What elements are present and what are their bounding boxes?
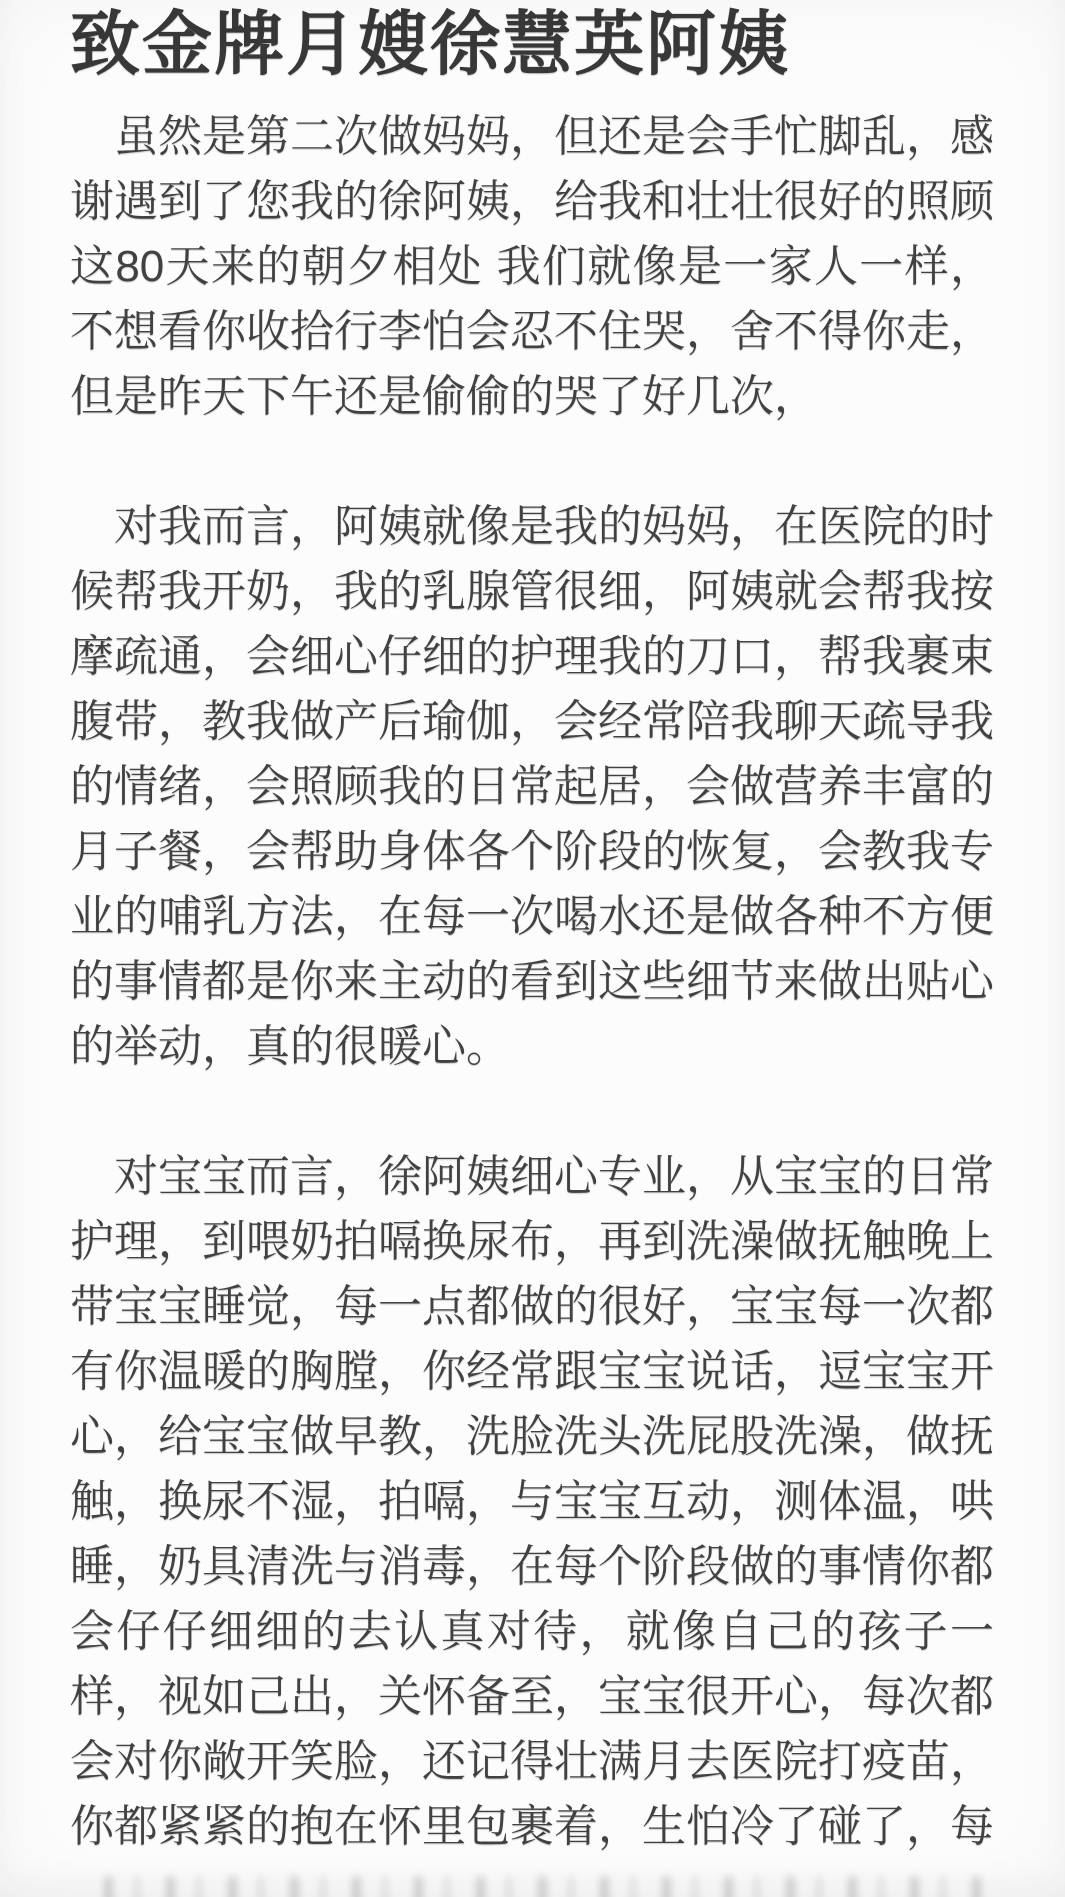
paragraph-intro: 虽然是第二次做妈妈，但还是会手忙脚乱，感谢遇到了您我的徐阿姨，给我和壮壮很好的照顾这80天来的朝夕相处 我们就像是一家人一样，不想看你收拾行李怕会忍不住哭，舍不得你走，但是昨天下午还是偷偷的哭了好几次，	[70, 112, 994, 421]
paragraph-for-baby: 对宝宝而言，徐阿姨细心专业，从宝宝的日常护理，到喂奶拍嗝换尿布，再到洗澡做抚触晚上带宝宝睡觉，每一点都做的很好，宝宝每一次都有你温暖的胸膛，你经常跟宝宝说话，逗宝宝开心，给宝宝做早教，洗脸洗头洗屁股洗澡，做抚触，换尿不湿，拍嗝，与宝宝互动，测体温，哄睡，奶具清洗与消毒，在每个阶段做的事情你都会仔仔细细的去认真对待，就像自己的孩子一样，视如己出，关怀备至，宝宝很开心，每次都会对你敞开笑脸，还记得壮满月去医院打疫苗，你都紧紧的抱在怀里包裹着，生怕冷了碰了，每	[70, 1152, 994, 1851]
cutoff-text-artifact	[104, 1877, 987, 1897]
page-title: 致金牌月嫂徐慧英阿姨	[70, 5, 790, 83]
paragraph-for-mother: 对我而言，阿姨就像是我的妈妈，在医院的时候帮我开奶，我的乳腺管很细，阿姨就会帮我按摩疏通，会细心仔细的护理我的刀口，帮我裹束腹带，教我做产后瑜伽，会经常陪我聊天疏导我的情绪，会照顾我的日常起居，会做营养丰富的月子餐，会帮助身体各个阶段的恢复，会教我专业的哺乳方法，在每一次喝水还是做各种不方便的事情都是你来主动的看到这些细节来做出贴心的举动，真的很暖心。	[70, 502, 994, 1071]
